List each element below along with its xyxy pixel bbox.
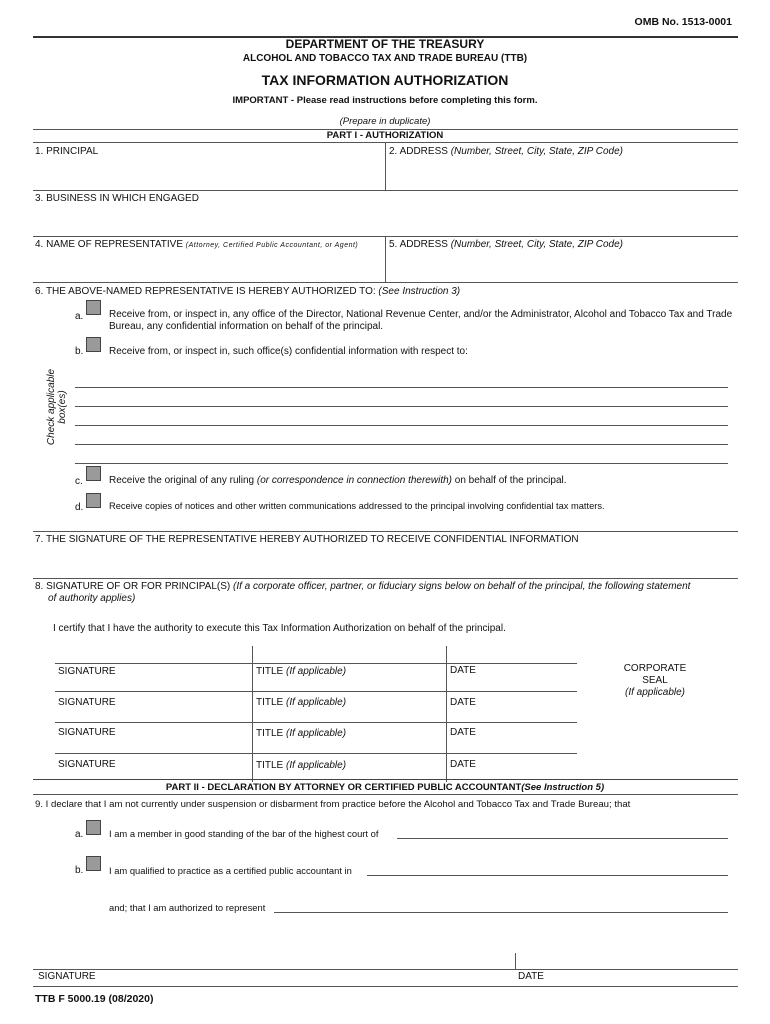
represent-text: and; that I am authorized to represent xyxy=(109,902,266,913)
divider xyxy=(33,190,738,191)
form-id: TTB F 5000.19 (08/2020) xyxy=(35,993,154,1005)
p2-date-label[interactable]: DATE xyxy=(518,971,544,982)
rep-signature-label: 7. THE SIGNATURE OF THE REPRESENTATIVE HEREBY AUTHORIZED TO RECEIVE CONFIDENTIAL INFORMATION xyxy=(35,534,579,545)
sig-row-4-signature[interactable]: SIGNATURE xyxy=(58,759,116,770)
option-c-text: Receive the original of any ruling (or correspondence in connection therewith) on behalf of the principal. xyxy=(109,475,567,486)
option-d-checkbox[interactable] xyxy=(86,493,101,508)
divider xyxy=(33,986,738,987)
write-in-line[interactable] xyxy=(75,406,728,407)
business-field[interactable] xyxy=(34,206,734,234)
bar-member-text: I am a member in good standing of the bar of the highest court of xyxy=(109,828,379,839)
sig-row-3-title: TITLE (If applicable) xyxy=(256,728,347,739)
represent-field[interactable] xyxy=(274,912,728,913)
cpa-checkbox[interactable] xyxy=(86,856,101,871)
rep-signature-field[interactable] xyxy=(34,546,734,576)
write-in-line[interactable] xyxy=(75,444,728,445)
option-b-text: Receive from, or inspect in, such office(s) confidential information with respect to: xyxy=(109,346,468,357)
sig-row-3-date[interactable]: DATE xyxy=(450,727,476,738)
divider xyxy=(446,646,447,782)
option-a-checkbox[interactable] xyxy=(86,300,101,315)
divider xyxy=(33,531,738,532)
option-a-text: Receive from, or inspect in, any office of the Director, National Revenue Center, and/or the Administrator, Alcohol and Tobacco Tax and Trade Bureau, any confidential information on behalf of the principal. xyxy=(109,309,733,332)
omb-number: OMB No. 1513-0001 xyxy=(634,16,732,28)
sig-row-2-signature[interactable]: SIGNATURE xyxy=(58,697,116,708)
divider xyxy=(55,663,577,664)
sig-row-1-signature[interactable]: SIGNATURE xyxy=(58,666,116,677)
address-label: 2. ADDRESS (Number, Street, City, State, ZIP Code) xyxy=(389,146,623,157)
option-d-text: Receive copies of notices and other written communications addressed to the principal involving confidential tax matters. xyxy=(109,501,605,511)
option-c-checkbox[interactable] xyxy=(86,466,101,481)
business-label: 3. BUSINESS IN WHICH ENGAGED xyxy=(35,193,199,204)
cpa-text: I am qualified to practice as a certified public accountant in xyxy=(109,865,352,876)
duplicate-note: (Prepare in duplicate) xyxy=(339,116,431,127)
sig-row-2-date[interactable]: DATE xyxy=(450,697,476,708)
write-in-line[interactable] xyxy=(75,425,728,426)
option-a-label: a. xyxy=(75,311,84,322)
sig-row-3-signature[interactable]: SIGNATURE xyxy=(58,727,116,738)
sig-row-4-title: TITLE (If applicable) xyxy=(256,760,347,771)
part1-heading: PART I - AUTHORIZATION xyxy=(326,130,444,141)
divider xyxy=(33,282,738,283)
option-b-checkbox[interactable] xyxy=(86,337,101,352)
write-in-line[interactable] xyxy=(75,387,728,388)
bar-court-field[interactable] xyxy=(397,838,728,839)
divider xyxy=(33,779,738,780)
sig-row-2-title: TITLE (If applicable) xyxy=(256,697,347,708)
divider xyxy=(33,578,738,579)
rep-address-label: 5. ADDRESS (Number, Street, City, State, ZIP Code) xyxy=(389,239,623,250)
principal-signature-label: 8. SIGNATURE OF OR FOR PRINCIPAL(S) (If a corporate officer, partner, or fiduciary signs below on behalf of the principal, the following statement xyxy=(35,581,691,592)
important-note: IMPORTANT - Please read instructions before completing this form. xyxy=(232,95,538,106)
bureau-title: ALCOHOL AND TOBACCO TAX AND TRADE BUREAU (TTB) xyxy=(242,53,528,64)
bar-member-checkbox[interactable] xyxy=(86,820,101,835)
option-c-label: c. xyxy=(75,476,83,487)
certify-statement: I certify that I have the authority to execute this Tax Information Authorization on behalf of the principal. xyxy=(53,623,506,634)
representative-label: 4. NAME OF REPRESENTATIVE (Attorney, Certified Public Accountant, or Agent) xyxy=(35,239,359,250)
write-in-line[interactable] xyxy=(75,463,728,464)
option-d-label: d. xyxy=(75,502,84,513)
p2-option-b-label: b. xyxy=(75,865,84,876)
divider xyxy=(385,236,386,282)
rep-address-field[interactable] xyxy=(388,252,736,280)
address-field[interactable] xyxy=(388,160,736,188)
principal-field[interactable] xyxy=(34,156,384,188)
divider xyxy=(33,794,738,795)
representative-field[interactable] xyxy=(34,252,384,280)
sig-row-1-title: TITLE (If applicable) xyxy=(256,666,347,677)
principal-label: 1. PRINCIPAL xyxy=(35,146,99,157)
form-title: TAX INFORMATION AUTHORIZATION xyxy=(261,72,509,88)
divider xyxy=(252,646,253,782)
p2-option-a-label: a. xyxy=(75,829,84,840)
declaration-text: 9. I declare that I am not currently under suspension or disbarment from practice before the Alcohol and Tobacco Tax and Trade Bureau; that xyxy=(35,799,631,810)
p2-signature-label[interactable]: SIGNATURE xyxy=(38,971,96,982)
check-applicable-label: Check applicable box(es) xyxy=(46,368,68,446)
divider xyxy=(385,142,386,190)
part2-heading: PART II - DECLARATION BY ATTORNEY OR CERTIFIED PUBLIC ACCOUNTANT(See Instruction 5) xyxy=(165,782,605,793)
cpa-state-field[interactable] xyxy=(367,875,728,876)
divider xyxy=(33,969,738,970)
divider xyxy=(55,753,577,754)
sig-row-4-date[interactable]: DATE xyxy=(450,759,476,770)
department-title: DEPARTMENT OF THE TREASURY xyxy=(285,37,485,51)
sig-row-1-date[interactable]: DATE xyxy=(450,665,476,676)
principal-signature-hint: of authority applies) xyxy=(48,593,136,604)
divider xyxy=(55,722,577,723)
divider xyxy=(55,691,577,692)
divider xyxy=(515,953,516,969)
option-b-label: b. xyxy=(75,346,84,357)
authorization-label: 6. THE ABOVE-NAMED REPRESENTATIVE IS HEREBY AUTHORIZED TO: (See Instruction 3) xyxy=(35,286,461,297)
corporate-seal: CORPORATE SEAL (If applicable) xyxy=(623,663,687,698)
